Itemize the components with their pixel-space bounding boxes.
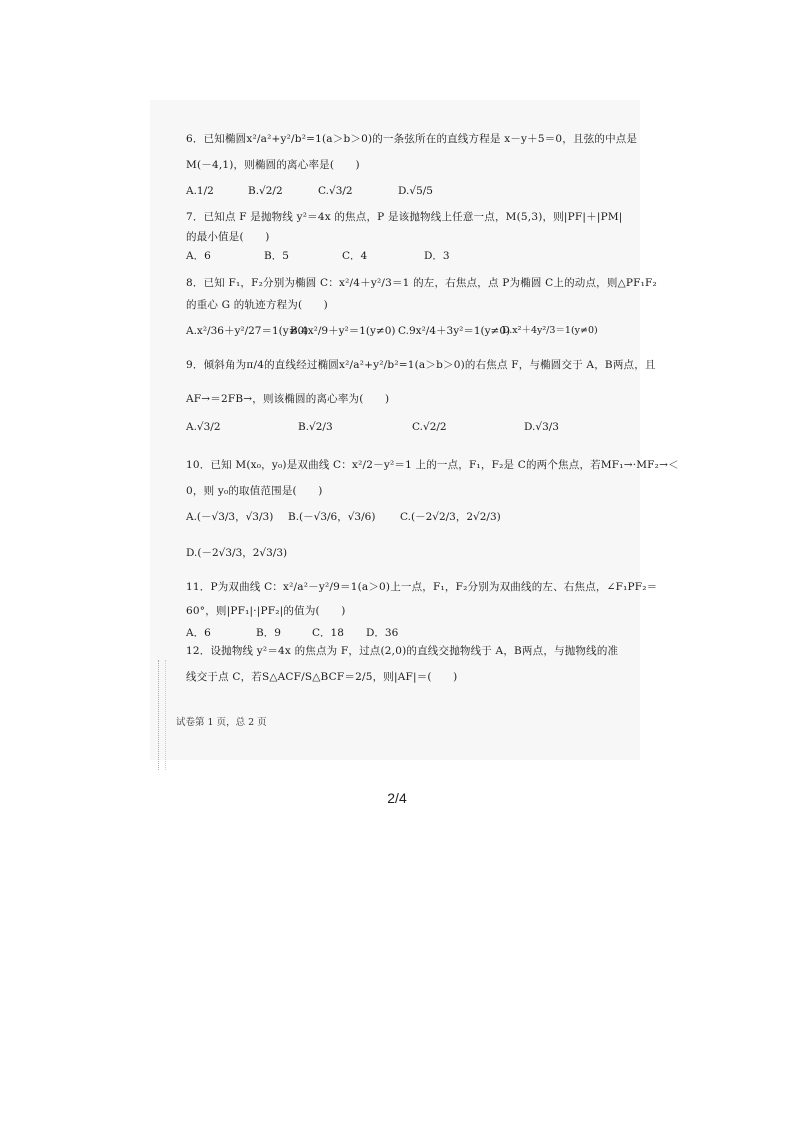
q11-option-c: C．18 bbox=[312, 627, 344, 639]
q12-line-1: 12．设抛物线 y²＝4x 的焦点为 F，过点(2,0)的直线交抛物线于 A，B两点，与抛物线的准 bbox=[186, 645, 619, 657]
q10-option-c: C.(－2√2/3，2√2/3) bbox=[400, 511, 501, 523]
q8-option-d: D.x²＋4y²/3＝1(y≠0) bbox=[502, 325, 598, 336]
q11-option-a: A．6 bbox=[186, 627, 211, 639]
q11-line-2: 60°，则|PF₁|·|PF₂|的值为( ) bbox=[186, 605, 346, 617]
q12-line-2: 线交于点 C，若S△ACF/S△BCF＝2/5，则|AF|＝( ) bbox=[186, 671, 458, 683]
page-footer: 试卷第 1 页，总 2 页 bbox=[176, 717, 267, 728]
q9-option-b: B.√2/3 bbox=[298, 421, 333, 433]
q7-line-2: 的最小值是( ) bbox=[186, 231, 270, 243]
q10-option-b: B.(－√3/6，√3/6) bbox=[288, 511, 376, 523]
q6-line-1: 6．已知椭圆x²/a²+y²/b²=1(a＞b＞0)的一条弦所在的直线方程是 x－y＋5＝0，且弦的中点是 bbox=[186, 133, 638, 145]
q7-option-a: A．6 bbox=[186, 250, 211, 262]
q6-option-a: A.1/2 bbox=[186, 185, 214, 197]
scanned-page bbox=[150, 100, 640, 760]
q9-option-d: D.√3/3 bbox=[524, 421, 559, 433]
q11-line-1: 11．P为双曲线 C：x²/a²－y²/9＝1(a＞0)上一点，F₁，F₂分别为双曲线的左、右焦点，∠F₁PF₂＝ bbox=[186, 581, 658, 593]
binding-margin-marks bbox=[158, 660, 166, 770]
q11-option-b: B．9 bbox=[256, 627, 281, 639]
q9-option-a: A.√3/2 bbox=[186, 421, 221, 433]
page-number: 2/4 bbox=[387, 790, 407, 806]
q6-line-2: M(－4,1)，则椭圆的离心率是( ) bbox=[186, 159, 360, 171]
q10-line-2: 0，则 y₀的取值范围是( ) bbox=[186, 485, 323, 497]
q7-option-d: D．3 bbox=[424, 250, 450, 262]
q10-option-d: D.(－2√3/3，2√3/3) bbox=[186, 547, 288, 559]
q10-line-1: 10．已知 M(x₀，y₀)是双曲线 C：x²/2－y²＝1 上的一点，F₁，F₂是 C的两个焦点，若MF₁→·MF₂→＜ bbox=[186, 459, 679, 471]
q9-line-2: AF→＝2FB→，则该椭圆的离心率为( ) bbox=[186, 393, 390, 405]
q8-option-c: C.9x²/4＋3y²＝1(y≠0) bbox=[398, 325, 511, 337]
q10-option-a: A.(－√3/3，√3/3) bbox=[186, 511, 274, 523]
q9-line-1: 9．倾斜角为π/4的直线经过椭圆x²/a²+y²/b²=1(a＞b＞0)的右焦点 F，与椭圆交于 A，B两点，且 bbox=[186, 359, 656, 371]
q7-line-1: 7．已知点 F 是抛物线 y²＝4x 的焦点，P 是该抛物线上任意一点，M(5,3)，则|PF|＋|PM| bbox=[186, 211, 623, 223]
q8-line-2: 的重心 G 的轨迹方程为( ) bbox=[186, 299, 328, 311]
q6-option-c: C.√3/2 bbox=[318, 185, 353, 197]
q9-option-c: C.√2/2 bbox=[412, 421, 447, 433]
q6-option-d: D.√5/5 bbox=[398, 185, 433, 197]
q8-line-1: 8．已知 F₁，F₂分别为椭圆 C：x²/4＋y²/3＝1 的左，右焦点，点 P为椭圆 C上的动点，则△PF₁F₂ bbox=[186, 277, 657, 289]
q8-option-b: B.4x²/9＋y²＝1(y≠0) bbox=[290, 325, 396, 337]
q7-option-b: B．5 bbox=[264, 250, 289, 262]
q7-option-c: C．4 bbox=[342, 250, 368, 262]
q6-option-b: B.√2/2 bbox=[248, 185, 283, 197]
q8-option-a: A.x²/36＋y²/27＝1(y≠0) bbox=[186, 325, 309, 337]
q11-option-d: D．36 bbox=[366, 627, 399, 639]
